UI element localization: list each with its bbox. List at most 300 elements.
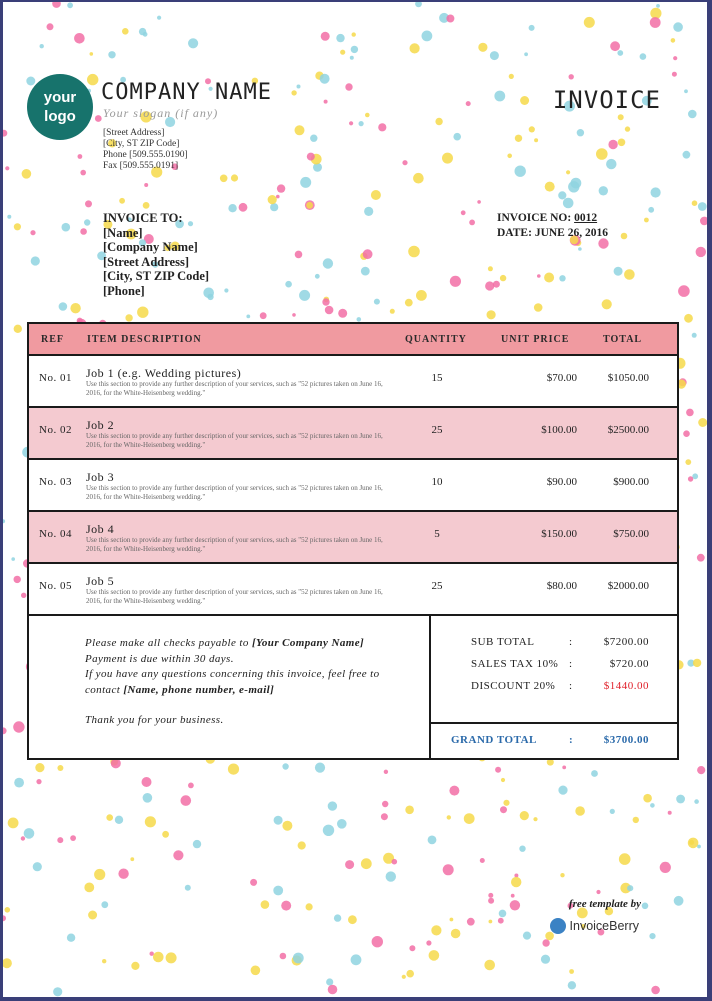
row-description: Use this section to provide any further description of your services, such as "52 pictures taken on June 16, 2016, for the White-Heisenberg wedding." bbox=[86, 484, 383, 501]
background-dot bbox=[292, 313, 296, 317]
background-dot bbox=[428, 836, 437, 845]
background-dot bbox=[30, 230, 35, 235]
background-dot bbox=[494, 91, 505, 102]
background-dot bbox=[361, 267, 370, 276]
background-dot bbox=[153, 952, 164, 963]
company-address bbox=[103, 128, 188, 172]
background-dot bbox=[514, 874, 518, 878]
background-dot bbox=[328, 801, 337, 810]
background-dot bbox=[405, 299, 413, 307]
background-dot bbox=[578, 247, 582, 251]
background-dot bbox=[644, 218, 649, 223]
grand-total-value: $3700.00 bbox=[603, 734, 649, 746]
background-dot bbox=[26, 77, 35, 86]
template-credit: free template by bbox=[568, 898, 641, 910]
background-dot bbox=[94, 869, 105, 880]
background-dot bbox=[651, 986, 660, 995]
background-dot bbox=[435, 118, 442, 125]
row-description: Use this section to provide any further description of your services, such as "52 pictures taken on June 16, 2016, for the White-Heisenberg wedding." bbox=[86, 588, 383, 605]
notes-text: contact bbox=[85, 683, 124, 696]
background-dot bbox=[673, 22, 683, 32]
background-dot bbox=[689, 840, 694, 845]
background-dot bbox=[382, 801, 388, 807]
background-dot bbox=[322, 298, 329, 305]
background-dot bbox=[166, 952, 177, 963]
background-dot bbox=[449, 786, 459, 796]
background-dot bbox=[118, 869, 128, 879]
notes-line: Payment is due within 30 days. bbox=[85, 652, 234, 665]
background-dot bbox=[450, 276, 461, 287]
invoiceberry-logo-icon bbox=[550, 918, 566, 934]
background-dot bbox=[273, 886, 283, 896]
background-dot bbox=[656, 4, 660, 8]
row-ref: No. 03 bbox=[39, 476, 72, 488]
row-total: $2000.00 bbox=[607, 580, 649, 592]
invoice-date bbox=[497, 226, 608, 241]
row-unit-price: $90.00 bbox=[546, 476, 577, 488]
background-dot bbox=[281, 901, 291, 911]
background-dot bbox=[143, 32, 148, 37]
table-header bbox=[29, 324, 677, 356]
grand-total-label: GRAND TOTAL bbox=[451, 734, 537, 746]
table-row bbox=[29, 408, 677, 460]
background-dot bbox=[610, 809, 615, 814]
background-dot bbox=[569, 969, 574, 974]
background-dot bbox=[291, 90, 296, 95]
background-dot bbox=[453, 133, 461, 141]
background-dot bbox=[450, 918, 454, 922]
background-dot bbox=[390, 309, 395, 314]
background-dot bbox=[350, 56, 354, 60]
background-dot bbox=[378, 123, 386, 131]
row-description: Use this section to provide any further description of your services, such as "52 pictures taken on June 16, 2016, for the White-Heisenberg wedding." bbox=[86, 380, 383, 397]
background-dot bbox=[31, 256, 40, 265]
bill-to-block bbox=[103, 211, 209, 298]
background-dot bbox=[684, 89, 688, 93]
background-dot bbox=[239, 203, 248, 212]
notes-thanks: Thank you for your business. bbox=[85, 714, 224, 726]
background-dot bbox=[13, 721, 24, 732]
background-dot bbox=[650, 803, 655, 808]
background-dot bbox=[624, 269, 635, 280]
background-dot bbox=[591, 770, 598, 777]
background-dot bbox=[24, 828, 35, 839]
background-dot bbox=[466, 101, 471, 106]
background-dot bbox=[315, 763, 325, 773]
background-dot bbox=[683, 430, 690, 437]
background-dot bbox=[21, 593, 26, 598]
background-dot bbox=[310, 135, 317, 142]
background-dot bbox=[614, 267, 623, 276]
background-dot bbox=[498, 918, 504, 924]
background-dot bbox=[409, 945, 415, 951]
row-total: $1050.00 bbox=[607, 372, 649, 384]
background-dot bbox=[8, 818, 19, 829]
background-dot bbox=[392, 859, 398, 865]
background-dot bbox=[250, 879, 257, 886]
background-dot bbox=[660, 862, 671, 873]
background-dot bbox=[625, 126, 630, 131]
background-dot bbox=[519, 846, 525, 852]
row-total: $2500.00 bbox=[607, 424, 649, 436]
background-dot bbox=[122, 28, 129, 35]
background-dot bbox=[67, 2, 73, 8]
background-dot bbox=[602, 299, 612, 309]
background-dot bbox=[162, 831, 169, 838]
bill-to-line: [Phone] bbox=[103, 283, 145, 298]
background-dot bbox=[568, 181, 579, 192]
background-dot bbox=[22, 169, 32, 179]
background-dot bbox=[577, 129, 584, 136]
background-dot bbox=[345, 860, 354, 869]
background-dot bbox=[323, 825, 334, 836]
background-dot bbox=[157, 16, 161, 20]
notes-line: If you have any questions concerning this invoice, feel free to bbox=[85, 668, 380, 680]
background-dot bbox=[325, 306, 334, 315]
background-dot bbox=[246, 315, 250, 319]
address-line: Fax [509.555.0191] bbox=[103, 161, 179, 171]
background-dot bbox=[510, 900, 520, 910]
background-dot bbox=[372, 936, 383, 947]
background-dot bbox=[544, 273, 554, 283]
background-dot bbox=[220, 175, 228, 183]
background-dot bbox=[270, 203, 278, 211]
background-dot bbox=[181, 795, 192, 806]
background-dot bbox=[610, 41, 620, 51]
background-dot bbox=[88, 911, 97, 920]
background-dot bbox=[365, 113, 370, 118]
address-line: [Street Address] bbox=[103, 128, 165, 138]
background-dot bbox=[674, 896, 684, 906]
background-dot bbox=[469, 220, 475, 226]
background-dot bbox=[261, 900, 270, 909]
notes-company-placeholder: [Your Company Name] bbox=[251, 637, 365, 649]
background-dot bbox=[683, 151, 691, 159]
tax-label: SALES TAX 10% bbox=[471, 658, 559, 670]
background-dot bbox=[410, 43, 420, 53]
background-dot bbox=[696, 247, 706, 257]
background-dot bbox=[35, 763, 44, 772]
background-dot bbox=[106, 814, 113, 821]
header-description: ITEM DESCRIPTION bbox=[87, 334, 202, 345]
background-dot bbox=[131, 962, 139, 970]
background-dot bbox=[499, 910, 507, 918]
background-dot bbox=[447, 815, 451, 819]
background-dot bbox=[697, 766, 705, 774]
background-dot bbox=[451, 929, 461, 939]
background-dot bbox=[405, 806, 414, 815]
document-title: INVOICE bbox=[552, 86, 661, 114]
background-dot bbox=[36, 779, 41, 784]
invoice-page bbox=[3, 2, 707, 997]
background-dot bbox=[684, 314, 693, 323]
background-dot bbox=[102, 959, 106, 963]
background-dot bbox=[467, 918, 475, 926]
background-dot bbox=[478, 43, 487, 52]
background-dot bbox=[90, 52, 94, 56]
background-dot bbox=[357, 317, 362, 322]
row-quantity: 5 bbox=[434, 528, 440, 540]
background-dot bbox=[500, 275, 506, 281]
row-title: Job 5 bbox=[86, 574, 115, 588]
background-dot bbox=[488, 893, 493, 898]
background-dot bbox=[688, 476, 693, 481]
background-dot bbox=[698, 202, 707, 211]
background-dot bbox=[231, 174, 238, 181]
background-dot bbox=[584, 17, 595, 28]
background-dot bbox=[185, 885, 191, 891]
row-title: Job 3 bbox=[86, 470, 115, 484]
background-dot bbox=[70, 303, 80, 313]
background-dot bbox=[402, 975, 406, 979]
background-dot bbox=[503, 800, 509, 806]
invoice-date-value: JUNE 26, 2016 bbox=[534, 227, 608, 239]
background-dot bbox=[617, 50, 623, 56]
background-dot bbox=[324, 100, 328, 104]
background-dot bbox=[671, 38, 676, 43]
background-dot bbox=[406, 970, 414, 978]
row-ref: No. 04 bbox=[39, 528, 72, 540]
background-dot bbox=[488, 266, 493, 271]
background-dot bbox=[431, 925, 441, 935]
background-dot bbox=[558, 191, 566, 199]
background-dot bbox=[125, 314, 132, 321]
background-dot bbox=[568, 981, 576, 989]
background-dot bbox=[621, 233, 628, 240]
background-dot bbox=[80, 170, 86, 176]
background-dot bbox=[251, 966, 261, 976]
background-dot bbox=[150, 952, 154, 956]
payment-notes bbox=[29, 616, 431, 758]
background-dot bbox=[3, 130, 7, 137]
colon: : bbox=[569, 658, 573, 670]
background-dot bbox=[119, 198, 125, 204]
row-description: Use this section to provide any further description of your services, such as "52 pictures taken on June 16, 2016, for the White-Heisenberg wedding." bbox=[86, 432, 383, 449]
background-dot bbox=[515, 166, 526, 177]
background-dot bbox=[408, 246, 420, 258]
background-dot bbox=[280, 953, 287, 960]
background-dot bbox=[307, 153, 315, 161]
background-dot bbox=[489, 920, 493, 924]
background-dot bbox=[520, 811, 529, 820]
background-dot bbox=[648, 207, 654, 213]
background-dot bbox=[488, 898, 494, 904]
row-unit-price: $100.00 bbox=[541, 424, 577, 436]
notes-text: Please make all checks payable to bbox=[85, 637, 252, 649]
background-dot bbox=[351, 46, 358, 53]
background-dot bbox=[493, 281, 500, 288]
background-dot bbox=[193, 840, 201, 848]
background-dot bbox=[295, 125, 305, 135]
background-dot bbox=[442, 153, 453, 164]
background-dot bbox=[3, 519, 5, 523]
summary-block bbox=[431, 616, 677, 758]
background-dot bbox=[57, 837, 63, 843]
row-quantity: 15 bbox=[431, 372, 443, 384]
background-dot bbox=[348, 915, 357, 924]
background-dot bbox=[688, 110, 697, 119]
row-ref: No. 05 bbox=[39, 580, 72, 592]
background-dot bbox=[62, 223, 71, 232]
table-row bbox=[29, 512, 677, 564]
row-quantity: 10 bbox=[431, 476, 443, 488]
background-dot bbox=[3, 727, 7, 734]
background-dot bbox=[70, 835, 76, 841]
bill-to-line: [Company Name] bbox=[103, 240, 198, 254]
background-dot bbox=[326, 978, 333, 985]
background-dot bbox=[14, 223, 21, 230]
row-title: Job 1 (e.g. Wedding pictures) bbox=[86, 366, 242, 380]
header-unit-price: UNIT PRICE bbox=[501, 334, 570, 345]
background-dot bbox=[108, 51, 115, 58]
background-dot bbox=[371, 190, 381, 200]
background-dot bbox=[3, 958, 12, 968]
background-dot bbox=[500, 806, 507, 813]
background-dot bbox=[563, 198, 574, 209]
background-dot bbox=[692, 333, 697, 338]
background-dot bbox=[694, 799, 699, 804]
logo-text-line2: logo bbox=[44, 108, 76, 125]
grand-total-row bbox=[431, 722, 677, 758]
background-dot bbox=[533, 817, 537, 821]
header-quantity: QUANTITY bbox=[405, 334, 467, 345]
background-dot bbox=[137, 307, 148, 318]
colon: : bbox=[569, 680, 573, 692]
background-dot bbox=[228, 204, 236, 212]
background-dot bbox=[328, 985, 338, 995]
background-dot bbox=[686, 409, 694, 417]
background-dot bbox=[529, 126, 535, 132]
background-dot bbox=[295, 251, 303, 259]
background-dot bbox=[429, 950, 440, 961]
row-unit-price: $80.00 bbox=[546, 580, 577, 592]
background-dot bbox=[349, 121, 353, 125]
company-slogan: Your slogan (if any) bbox=[103, 106, 219, 120]
background-dot bbox=[509, 74, 514, 79]
background-dot bbox=[443, 864, 454, 875]
row-total: $750.00 bbox=[613, 528, 649, 540]
background-dot bbox=[337, 819, 347, 829]
background-dot bbox=[673, 56, 677, 60]
background-dot bbox=[480, 858, 485, 863]
background-dot bbox=[315, 274, 320, 279]
background-dot bbox=[515, 135, 522, 142]
background-dot bbox=[627, 885, 633, 891]
background-dot bbox=[340, 50, 345, 55]
background-dot bbox=[277, 184, 285, 192]
discount-value: $1440.00 bbox=[603, 680, 649, 692]
background-dot bbox=[306, 903, 313, 910]
background-dot bbox=[345, 83, 352, 90]
background-dot bbox=[596, 890, 600, 894]
background-dot bbox=[143, 202, 150, 209]
background-dot bbox=[507, 154, 512, 159]
row-ref: No. 01 bbox=[39, 372, 72, 384]
background-dot bbox=[685, 459, 691, 465]
background-dot bbox=[534, 138, 538, 142]
background-dot bbox=[562, 766, 566, 770]
background-dot bbox=[80, 228, 87, 235]
background-dot bbox=[260, 312, 267, 319]
background-dot bbox=[101, 901, 108, 908]
background-dot bbox=[415, 2, 422, 7]
background-dot bbox=[490, 51, 499, 60]
row-description: Use this section to provide any further description of your services, such as "52 pictures taken on June 16, 2016, for the White-Heisenberg wedding." bbox=[86, 536, 383, 553]
invoice-table bbox=[27, 322, 679, 760]
background-dot bbox=[523, 932, 531, 940]
background-dot bbox=[529, 25, 535, 31]
background-dot bbox=[321, 32, 330, 41]
background-dot bbox=[520, 96, 529, 105]
brand-credit[interactable] bbox=[550, 918, 639, 934]
background-dot bbox=[299, 290, 310, 301]
background-dot bbox=[323, 258, 333, 268]
background-dot bbox=[464, 813, 475, 824]
background-dot bbox=[67, 934, 75, 942]
background-dot bbox=[495, 767, 501, 773]
background-dot bbox=[413, 173, 424, 184]
background-dot bbox=[422, 31, 433, 42]
row-unit-price: $150.00 bbox=[541, 528, 577, 540]
background-dot bbox=[334, 914, 341, 921]
discount-label: DISCOUNT 20% bbox=[471, 680, 556, 692]
background-dot bbox=[596, 148, 608, 160]
background-dot bbox=[268, 195, 277, 204]
background-dot bbox=[84, 883, 94, 893]
row-title: Job 4 bbox=[86, 522, 115, 536]
background-dot bbox=[85, 200, 92, 207]
background-dot bbox=[115, 816, 123, 824]
bill-to-line: [City, ST ZIP Code] bbox=[103, 269, 210, 283]
bill-to-line: [Name] bbox=[103, 225, 143, 240]
notes-line bbox=[85, 636, 425, 652]
row-total: $900.00 bbox=[613, 476, 649, 488]
background-dot bbox=[485, 281, 494, 290]
background-dot bbox=[608, 140, 617, 149]
background-dot bbox=[188, 783, 194, 789]
background-dot bbox=[642, 903, 649, 910]
background-dot bbox=[7, 215, 11, 219]
background-dot bbox=[698, 418, 707, 427]
address-line: [City, ST ZIP Code] bbox=[103, 139, 180, 149]
background-dot bbox=[668, 811, 672, 815]
background-dot bbox=[274, 816, 283, 825]
background-dot bbox=[84, 219, 90, 225]
background-dot bbox=[57, 765, 63, 771]
background-dot bbox=[700, 217, 707, 226]
background-dot bbox=[145, 816, 156, 827]
background-dot bbox=[173, 850, 183, 860]
background-dot bbox=[542, 939, 549, 946]
background-dot bbox=[336, 34, 344, 42]
background-dot bbox=[618, 139, 626, 147]
row-quantity: 25 bbox=[431, 424, 443, 436]
background-dot bbox=[59, 302, 68, 311]
background-dot bbox=[560, 873, 564, 877]
background-dot bbox=[33, 862, 42, 871]
row-quantity: 25 bbox=[431, 580, 443, 592]
tax-value: $720.00 bbox=[609, 658, 649, 670]
background-dot bbox=[559, 275, 565, 281]
background-dot bbox=[558, 786, 567, 795]
background-dot bbox=[650, 17, 661, 28]
colon: : bbox=[569, 734, 574, 746]
background-dot bbox=[52, 2, 61, 8]
background-dot bbox=[338, 309, 347, 318]
background-dot bbox=[320, 74, 330, 84]
background-dot bbox=[461, 210, 466, 215]
background-dot bbox=[569, 74, 574, 79]
